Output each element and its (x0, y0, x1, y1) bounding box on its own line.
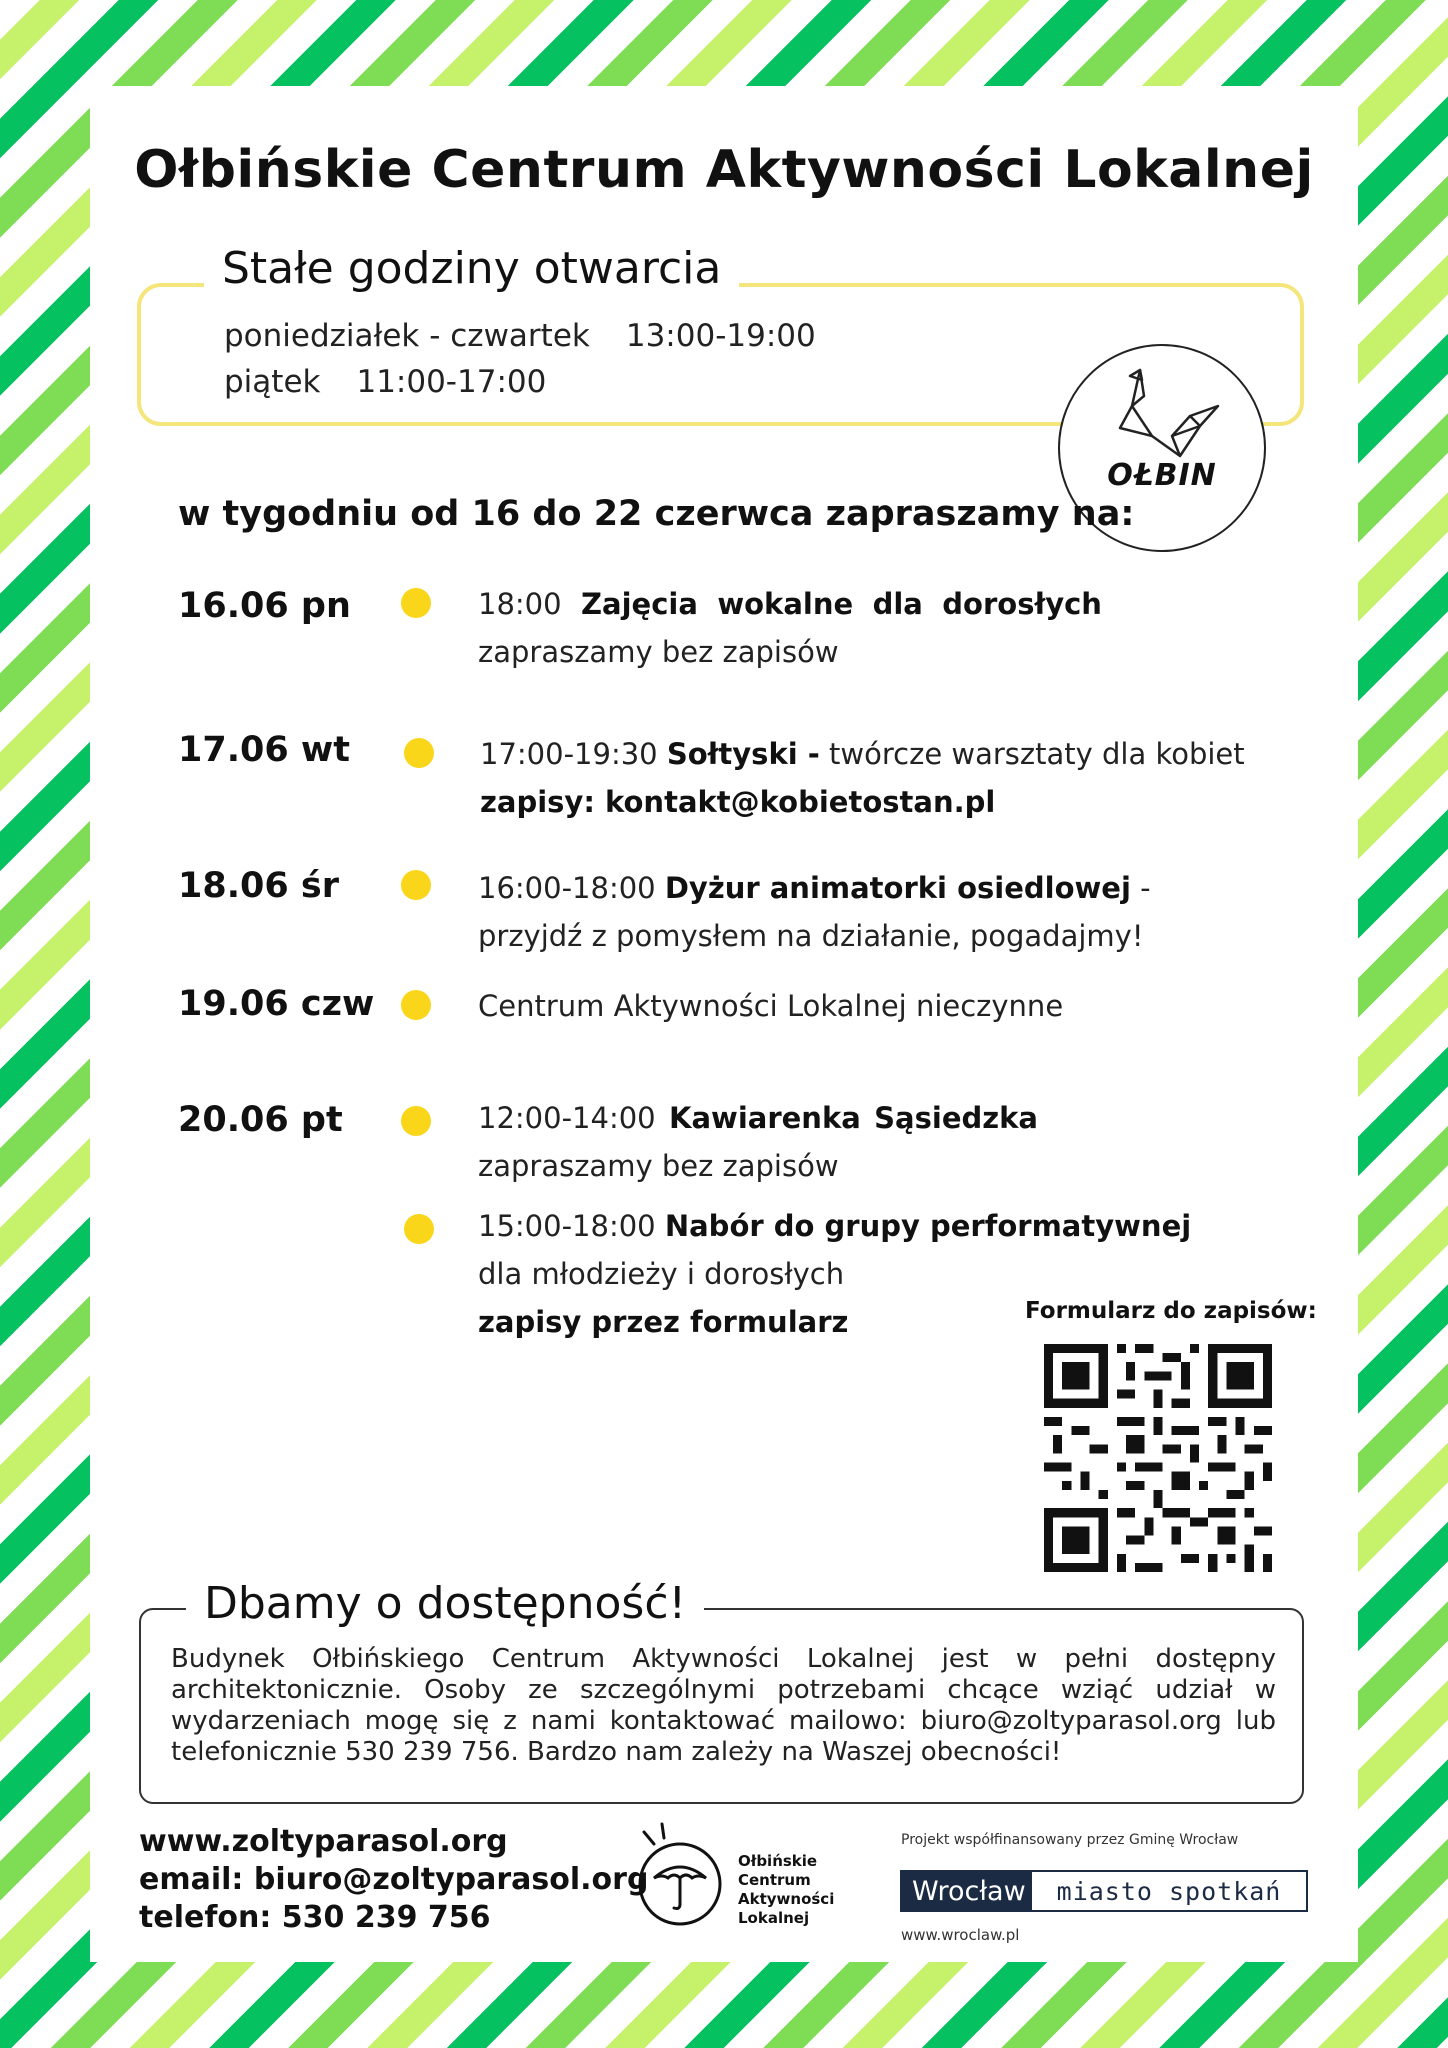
wroclaw-logo (900, 1870, 1308, 1912)
hours-time: 13:00-19:00 (625, 318, 816, 354)
event-item (478, 1202, 1191, 1346)
event-name: Nabór do grupy performatywnej (664, 1209, 1192, 1243)
event-item (480, 730, 1245, 826)
event-note: przyjdź z pomysłem na działanie, pogadajmy! (478, 919, 1144, 953)
event-note: zapraszamy bez zapisów (478, 1149, 839, 1183)
bullet-dot (404, 738, 434, 768)
umbrella-icon (636, 1822, 736, 1932)
event-title-line (478, 1094, 1038, 1142)
hours-days: poniedziałek - czwartek (224, 318, 590, 354)
event-dash: - (1140, 871, 1151, 905)
hours-line-friday (224, 364, 546, 400)
footer-logo-line: Lokalnej (738, 1909, 810, 1927)
event-note: zapraszamy bez zapisów (478, 635, 839, 669)
event-item (478, 1094, 1038, 1190)
event-note: Centrum Aktywności Lokalnej nieczynne (478, 989, 1064, 1023)
event-name: Dyżur animatorki osiedlowej (664, 871, 1131, 905)
event-time: 15:00-18:00 (478, 1209, 656, 1243)
wroclaw-url[interactable]: www.wroclaw.pl (901, 1926, 1020, 1944)
event-name: Sołtyski - (666, 737, 820, 771)
opening-hours-heading: Stałe godziny otwarcia (204, 243, 739, 294)
bullet-dot (401, 1106, 431, 1136)
contact-phone: telefon: 530 239 756 (139, 1900, 491, 1935)
event-title-line (478, 580, 1102, 628)
origami-swan-icon (1110, 366, 1220, 466)
event-date: 19.06 czw (178, 984, 375, 1024)
event-title-line (480, 730, 1245, 778)
event-item (478, 580, 1102, 676)
bullet-dot (401, 588, 431, 618)
accessibility-text: Budynek Ołbińskiego Centrum Aktywności Lokalnej jest w pełni dostępny architektonicznie. Osoby ze szczególnymi potrzebami chcące wziąć udział w wydarzeniach mogę się z nami kontaktować mailowo: biuro@zoltyparasol.org lub telefonicznie 530 239 756. Bardzo nam zależy na Waszej obecności! (171, 1644, 1276, 1767)
event-date: 16.06 pn (178, 586, 351, 626)
hours-line-weekdays (224, 318, 816, 354)
footer-logo-text (738, 1852, 834, 1928)
footer-logo-line: Aktywności (738, 1890, 835, 1908)
contact-www[interactable]: www.zoltyparasol.org (139, 1824, 508, 1859)
event-name-word: dorosłych (942, 587, 1102, 621)
event-date: 20.06 pt (178, 1100, 343, 1140)
event-time: 16:00-18:00 (478, 871, 656, 905)
contact-email[interactable]: email: biuro@zoltyparasol.org (139, 1862, 649, 1897)
bullet-dot (401, 990, 431, 1020)
event-name-word: dla (872, 587, 923, 621)
page-title: Ołbińskie Centrum Aktywności Lokalnej (134, 140, 1314, 200)
week-heading: w tygodniu od 16 do 22 czerwca zapraszamy na: (178, 494, 1135, 534)
event-time: 18:00 (478, 587, 562, 621)
event-desc: twórcze warsztaty dla kobiet (829, 737, 1245, 771)
event-date: 18.06 śr (178, 866, 339, 906)
event-name-word: Kawiarenka (668, 1101, 861, 1135)
accessibility-heading: Dbamy o dostępność! (186, 1578, 704, 1629)
wroclaw-slogan: miasto spotkań (1056, 1876, 1282, 1906)
qr-label: Formularz do zapisów: (1025, 1298, 1317, 1324)
footer-logo-line: Ołbińskie (738, 1852, 818, 1870)
event-name-word: Zajęcia (581, 587, 698, 621)
logo-label: OŁBIN (1107, 458, 1217, 493)
bullet-dot (404, 1214, 434, 1244)
event-item (478, 864, 1151, 960)
bullet-dot (401, 870, 431, 900)
cofinancing-note: Projekt współfinansowany przez Gminę Wrocław (901, 1832, 1239, 1848)
event-time: 17:00-19:30 (480, 737, 658, 771)
event-title-line (478, 864, 1151, 912)
event-name-word: Sąsiedzka (874, 1101, 1038, 1135)
event-time: 12:00-14:00 (478, 1101, 656, 1135)
event-note: dla młodzieży i dorosłych (478, 1257, 845, 1291)
event-name-word: wokalne (717, 587, 854, 621)
event-date: 17.06 wt (178, 730, 350, 770)
hours-days: piątek (224, 364, 321, 400)
event-title-line (478, 1202, 1191, 1250)
hours-time: 11:00-17:00 (356, 364, 547, 400)
event-signup: zapisy przez formularz (478, 1305, 849, 1339)
event-signup: zapisy: kontakt@kobietostan.pl (480, 785, 996, 819)
qr-code[interactable] (1044, 1344, 1272, 1572)
footer-logo-line: Centrum (738, 1871, 811, 1889)
event-item (478, 982, 1063, 1030)
wroclaw-brand: Wrocław (902, 1872, 1032, 1910)
